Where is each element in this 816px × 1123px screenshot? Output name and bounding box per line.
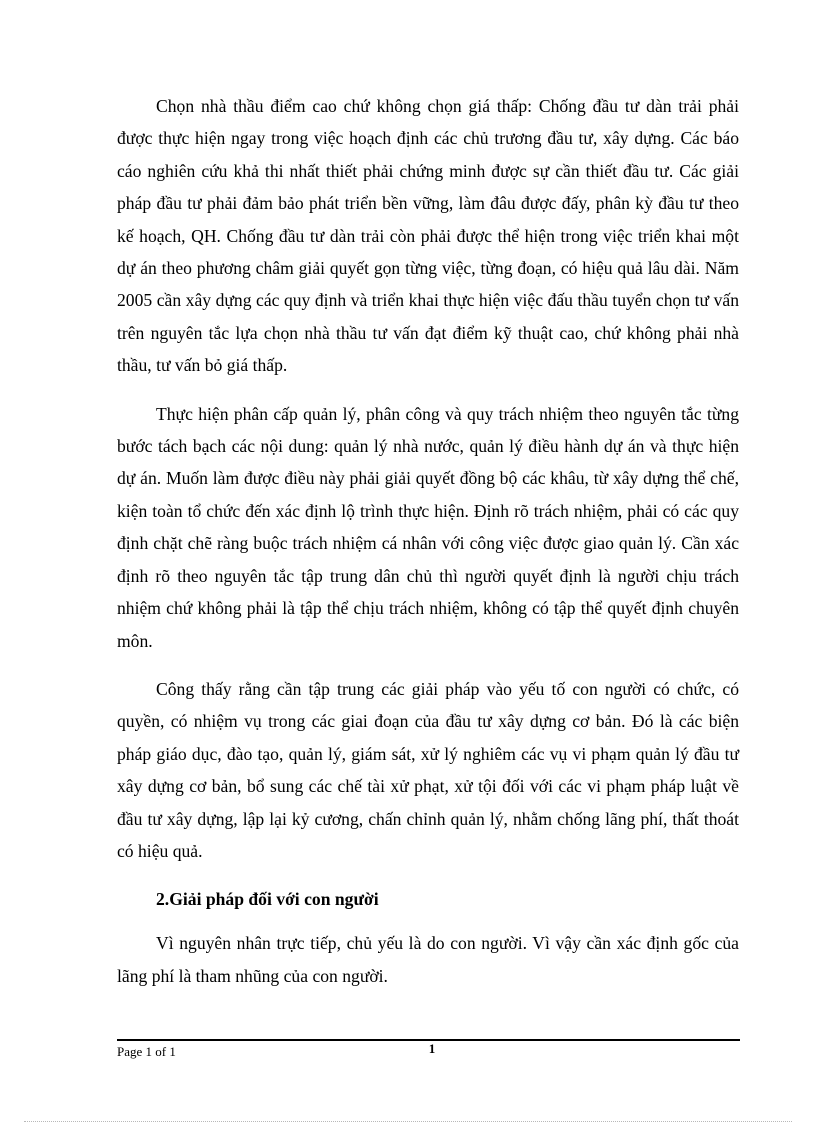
footer-page-number: 1 — [428, 1041, 436, 1056]
section-heading: 2.Giải pháp đối với con người — [156, 889, 379, 910]
paragraph-decentralization: Thực hiện phân cấp quản lý, phân công và quy trách nhiệm theo nguyên tắc từng bước tách bạch các nội dung: quản lý nhà nước, quản lý điều hành dự án và thực hiện dự án. Muốn làm được điều này phải giải quyết đồng bộ các khâu, từ xây dựng thể chế, kiện toàn tổ chức đến xác định lộ trình thực hiện. Định rõ trách nhiệm, phải có các quy định chặt chẽ ràng buộc trách nhiệm cá nhân với công việc được giao quản lý. Cần xác định rõ theo nguyên tắc tập trung dân chủ thì người quyết định là người chịu trách nhiệm chứ không phải là tập thể chịu trách nhiệm, không có tập thể quyết định chuyên môn. — [117, 403, 739, 651]
paragraph-human-factor: Công thấy rằng cần tập trung các giải pháp vào yếu tố con người có chức, có quyền, có nhiệm vụ trong các giai đoạn của đầu tư xây dựng cơ bản. Đó là các biện pháp giáo dục, đào tạo, quản lý, giám sát, xử lý nghiêm các vụ vi phạm quản lý đầu tư xây dựng cơ bản, bổ sung các chế tài xử phạt, xử tội đối với các vi phạm pháp luật về đầu tư xây dựng, lập lại kỷ cương, chấn chỉnh quản lý, nhằm chống lãng phí, thất thoát có hiệu quả. — [117, 678, 739, 861]
paragraph-root-cause: Vì nguyên nhân trực tiếp, chủ yếu là do con người. Vì vậy cần xác định gốc của lãng phí là tham nhũng của con người. — [117, 933, 739, 986]
page-bottom-edge — [24, 1121, 792, 1122]
document-body — [117, 90, 739, 1008]
paragraph-contractor-selection: Chọn nhà thầu điểm cao chứ không chọn giá thấp: Chống đầu tư dàn trải phải được thực hiện ngay trong việc hoạch định các chủ trương đầu tư, xây dựng. Các báo cáo nghiên cứu khả thi nhất thiết phải chứng minh được sự cần thiết đầu tư. Các giải pháp đầu tư phải đảm bảo phát triển bền vững, làm đâu được đấy, phân kỳ đầu tư theo kế hoạch, QH. Chống đầu tư dàn trải còn phải được thể hiện trong việc triển khai một dự án theo phương châm giải quyết gọn từng việc, từng đoạn, có hiệu quả lâu dài. Năm 2005 cần xây dựng các quy định và triển khai thực hiện việc đấu thầu tuyển chọn tư vấn trên nguyên tắc lựa chọn nhà thầu tư vấn đạt điểm kỹ thuật cao, chứ không phải nhà thầu, tư vấn bỏ giá thấp. — [117, 96, 739, 376]
footer-page-label: Page 1 of 1 — [117, 1044, 176, 1059]
